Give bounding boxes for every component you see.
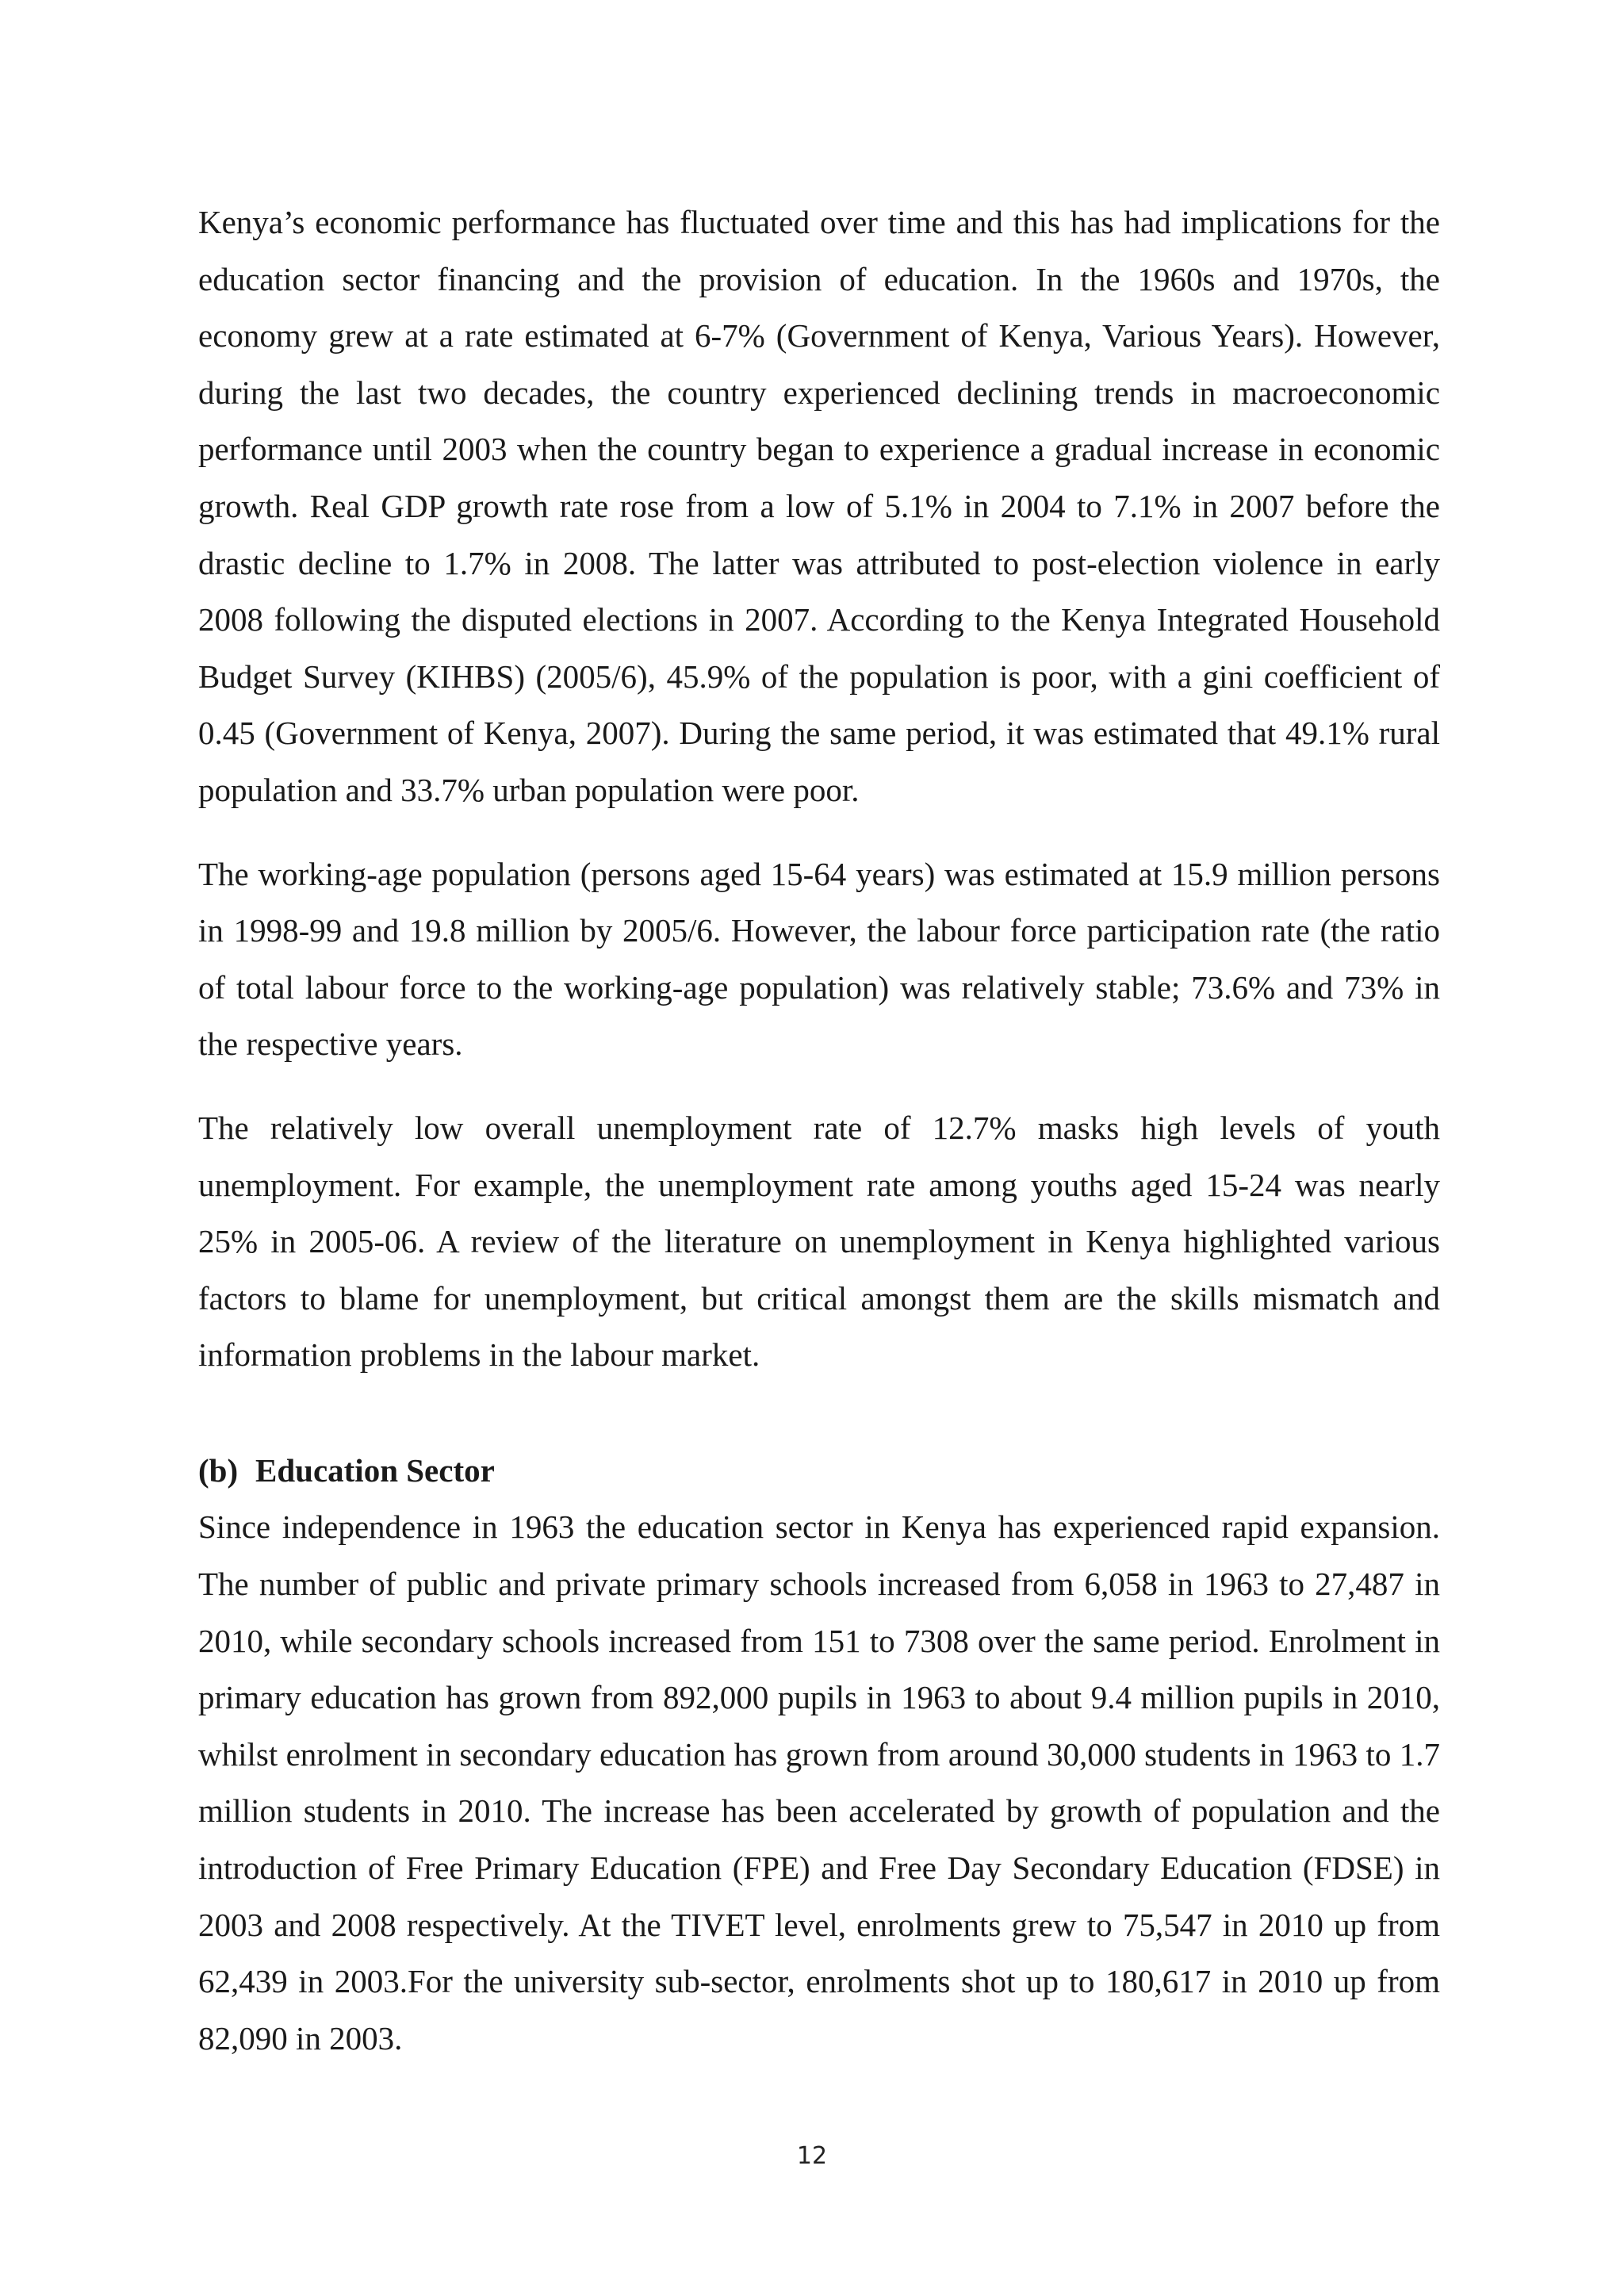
section-heading-education-sector: [198, 1443, 1440, 1500]
paragraph-education-sector: Since independence in 1963 the education sector in Kenya has experienced rapid expansion. The number of public and private primary schools increased from 6,058 in 1963 to 27,487 in 2010, while secondary schools increased from 151 to 7308 over the same period. Enrolment in primary education has grown from 892,000 pupils in 1963 to about 9.4 million pupils in 2010, whilst enrolment in secondary education has grown from around 30,000 students in 1963 to 1.7 million students in 2010. The increase has been accelerated by growth of population and the introduction of Free Primary Education (FPE) and Free Day Secondary Education (FDSE) in 2003 and 2008 respectively. At the TIVET level, enrolments grew to 75,547 in 2010 up from 62,439 in 2003.For the university sub-sector, enrolments shot up to 180,617 in 2010 up from 82,090 in 2003.: [198, 1508, 1440, 2056]
paragraph-unemployment: The relatively low overall unemployment rate of 12.7% masks high levels of youth unemployment. For example, the unemployment rate among youths aged 15-24 was nearly 25% in 2005-06. A review of the literature on unemployment in Kenya highlighted various factors to blame for unemployment, but critical amongst them are the skills mismatch and information problems in the labour market.: [198, 1109, 1440, 1374]
section-label: (b): [198, 1451, 239, 1489]
section-title: Education Sector: [255, 1451, 495, 1489]
page-content: [198, 194, 1440, 2094]
paragraph-economic-performance: Kenya’s economic performance has fluctuated over time and this has had implications for the education sector financing and the provision of education. In the 1960s and 1970s, the economy grew at a rate estimated at 6-7% (Government of Kenya, Various Years). However, during the last two decades, the country experienced declining trends in macroeconomic performance until 2003 when the country began to experience a gradual increase in economic growth. Real GDP growth rate rose from a low of 5.1% in 2004 to 7.1% in 2007 before the drastic decline to 1.7% in 2008. The latter was attributed to post-election violence in early 2008 following the disputed elections in 2007. According to the Kenya Integrated Household Budget Survey (KIHBS) (2005/6), 45.9% of the population is poor, with a gini coefficient of 0.45 (Government of Kenya, 2007). During the same period, it was estimated that 49.1% rural population and 33.7% urban population were poor.: [198, 204, 1440, 808]
page-number: 12: [796, 2142, 828, 2170]
paragraph-working-age-population: The working-age population (persons aged 15-64 years) was estimated at 15.9 million persons in 1998-99 and 19.8 million by 2005/6. However, the labour force participation rate (the ratio of total labour force to the working-age population) was relatively stable; 73.6% and 73% in the respective years.: [198, 855, 1440, 1063]
